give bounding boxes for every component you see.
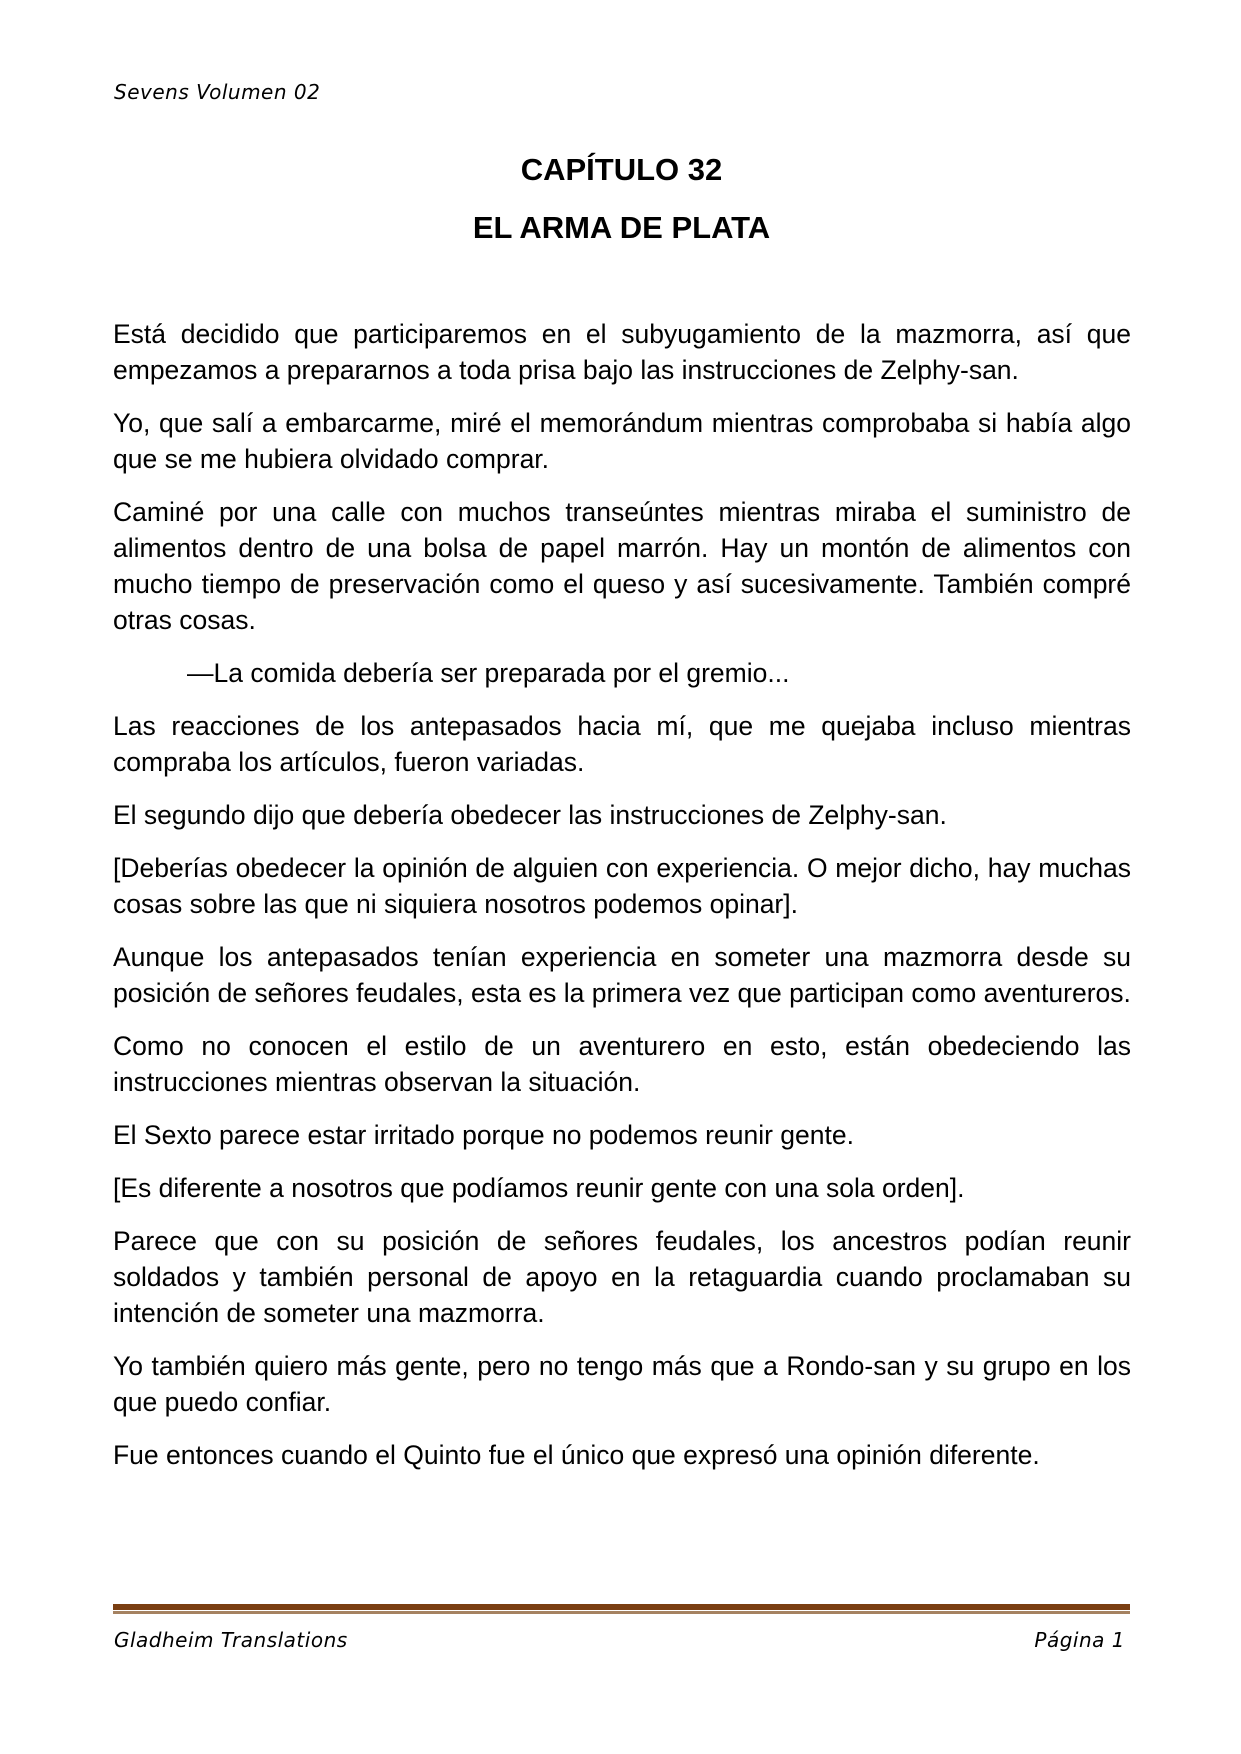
- footer-publisher: Gladheim Translations: [114, 1628, 348, 1652]
- paragraph: [Deberías obedecer la opinión de alguien con experiencia. O mejor dicho, hay muchas cosas sobre las que ni siquiera nosotros podemos opinar].: [113, 853, 1131, 919]
- chapter-body: [113, 316, 1131, 1490]
- paragraph: Yo, que salí a embarcarme, miré el memorándum mientras comprobaba si había algo que se me hubiera olvidado comprar.: [113, 408, 1131, 474]
- paragraph: Caminé por una calle con muchos transeúntes mientras miraba el suministro de alimentos dentro de una bolsa de papel marrón. Hay un montón de alimentos con mucho tiempo de preservación como el queso y así sucesivamente. También compré otras cosas.: [113, 497, 1131, 635]
- paragraph: [Es diferente a nosotros que podíamos reunir gente con una sola orden].: [113, 1173, 965, 1203]
- paragraph: Está decidido que participaremos en el subyugamiento de la mazmorra, así que empezamos a prepararnos a toda prisa bajo las instrucciones de Zelphy-san.: [113, 319, 1131, 385]
- running-header: Sevens Volumen 02: [114, 80, 321, 104]
- paragraph: Yo también quiero más gente, pero no tengo más que a Rondo-san y su grupo en los que puedo confiar.: [113, 1351, 1131, 1417]
- paragraph: Aunque los antepasados tenían experiencia en someter una mazmorra desde su posición de señores feudales, esta es la primera vez que participan como aventureros.: [113, 942, 1131, 1008]
- page-number: Página 1: [1034, 1628, 1125, 1652]
- chapter-title: EL ARMA DE PLATA: [472, 210, 771, 245]
- paragraph: Parece que con su posición de señores feudales, los ancestros podían reunir soldados y también personal de apoyo en la retaguardia cuando proclamaban su intención de someter una mazmorra.: [113, 1226, 1131, 1328]
- paragraph: Fue entonces cuando el Quinto fue el único que expresó una opinión diferente.: [113, 1440, 1040, 1470]
- footer-divider: [113, 1604, 1130, 1614]
- paragraph: El Sexto parece estar irritado porque no podemos reunir gente.: [113, 1120, 854, 1150]
- paragraph: Como no conocen el estilo de un aventurero en esto, están obedeciendo las instrucciones mientras observan la situación.: [113, 1031, 1131, 1097]
- chapter-heading: [113, 148, 1130, 264]
- chapter-number: CAPÍTULO 32: [520, 152, 723, 187]
- dialogue-paragraph: —La comida debería ser preparada por el gremio...: [187, 658, 790, 688]
- footer-divider-thick: [113, 1604, 1130, 1610]
- paragraph: El segundo dijo que debería obedecer las instrucciones de Zelphy-san.: [113, 800, 947, 830]
- paragraph: Las reacciones de los antepasados hacia mí, que me quejaba incluso mientras compraba los artículos, fueron variadas.: [113, 711, 1131, 777]
- footer-divider-thin: [113, 1611, 1130, 1614]
